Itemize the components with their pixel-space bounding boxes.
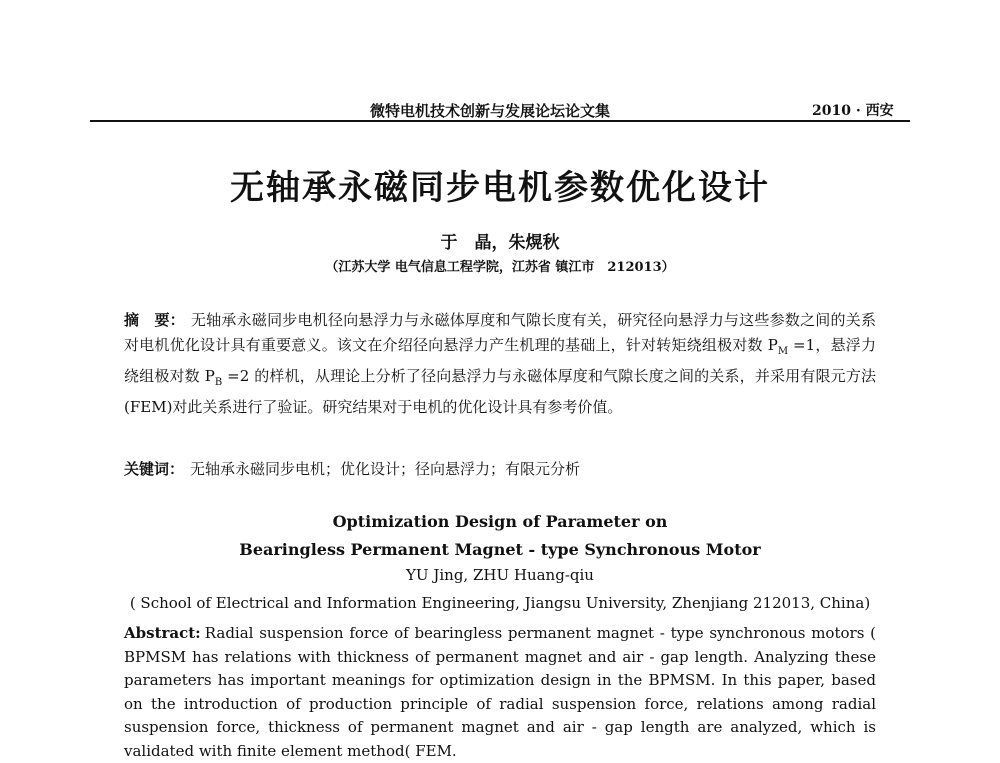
chinese-keywords bbox=[124, 458, 580, 479]
english-affiliation: ( School of Electrical and Information Engineering, Jiangsu University, Zhenjiang 212013, China) bbox=[129, 594, 871, 612]
header-rule bbox=[90, 120, 910, 122]
chinese-keywords-text: 无轴承永磁同步电机；优化设计；径向悬浮力；有限元分析 bbox=[190, 460, 581, 478]
chinese-abstract bbox=[124, 308, 876, 420]
running-header-year: 2010 · 西安 bbox=[812, 103, 894, 119]
chinese-keywords-label: 关键词： bbox=[124, 460, 185, 478]
english-abstract-label: Abstract: bbox=[124, 624, 201, 642]
chinese-abstract-text-1: 无轴承永磁同步电机径向悬浮力与永磁体厚度和气隙长度有关，研究径向悬浮力与这些参数之间的关系对电机优化设计具有重要意义。该文在介绍径向悬浮力产生机理的基础上，针对转矩绕组极对数 P bbox=[124, 311, 876, 354]
english-abstract bbox=[124, 622, 876, 763]
chinese-abstract-label: 摘 要： bbox=[124, 311, 185, 329]
pm-subscript: M bbox=[777, 346, 789, 357]
english-title-line-1: Optimization Design of Parameter on bbox=[332, 512, 668, 531]
pb-subscript: B bbox=[214, 377, 223, 388]
english-abstract-text: Radial suspension force of bearingless permanent magnet - type synchronous motors ( BPMSM has relations with thickness of permanent magnet and air - gap length. Analyzing these parameters has important meanings for optimization design in the BPMSM. In this paper, based on the introduction of production principle of radial suspension force, relations among radial suspension force, thickness of permanent magnet and air - gap length are analyzed, which is validated with finite element method( FEM. bbox=[124, 624, 876, 760]
running-header-title: 微特电机技术创新与发展论坛论文集 bbox=[370, 102, 611, 120]
chinese-authors: 于 晶，朱熀秋 bbox=[440, 233, 560, 253]
english-authors: YU Jing, ZHU Huang-qiu bbox=[406, 566, 594, 584]
chinese-affiliation: （江苏大学 电气信息工程学院，江苏省 镇江市 212013） bbox=[325, 260, 675, 275]
chinese-title: 无轴承永磁同步电机参数优化设计 bbox=[230, 168, 770, 208]
english-title-line-2: Bearingless Permanent Magnet - type Synchronous Motor bbox=[239, 540, 761, 559]
chinese-abstract-text-3: =2 的样机，从理论上分析了径向悬浮力与永磁体厚度和气隙长度之间的关系，并采用有限元方法(FEM)对此关系进行了验证。研究结果对于电机的优化设计具有参考价值。 bbox=[124, 367, 876, 416]
chinese-abstract-text-2: =1，悬浮力绕组极对数 P bbox=[124, 336, 876, 385]
